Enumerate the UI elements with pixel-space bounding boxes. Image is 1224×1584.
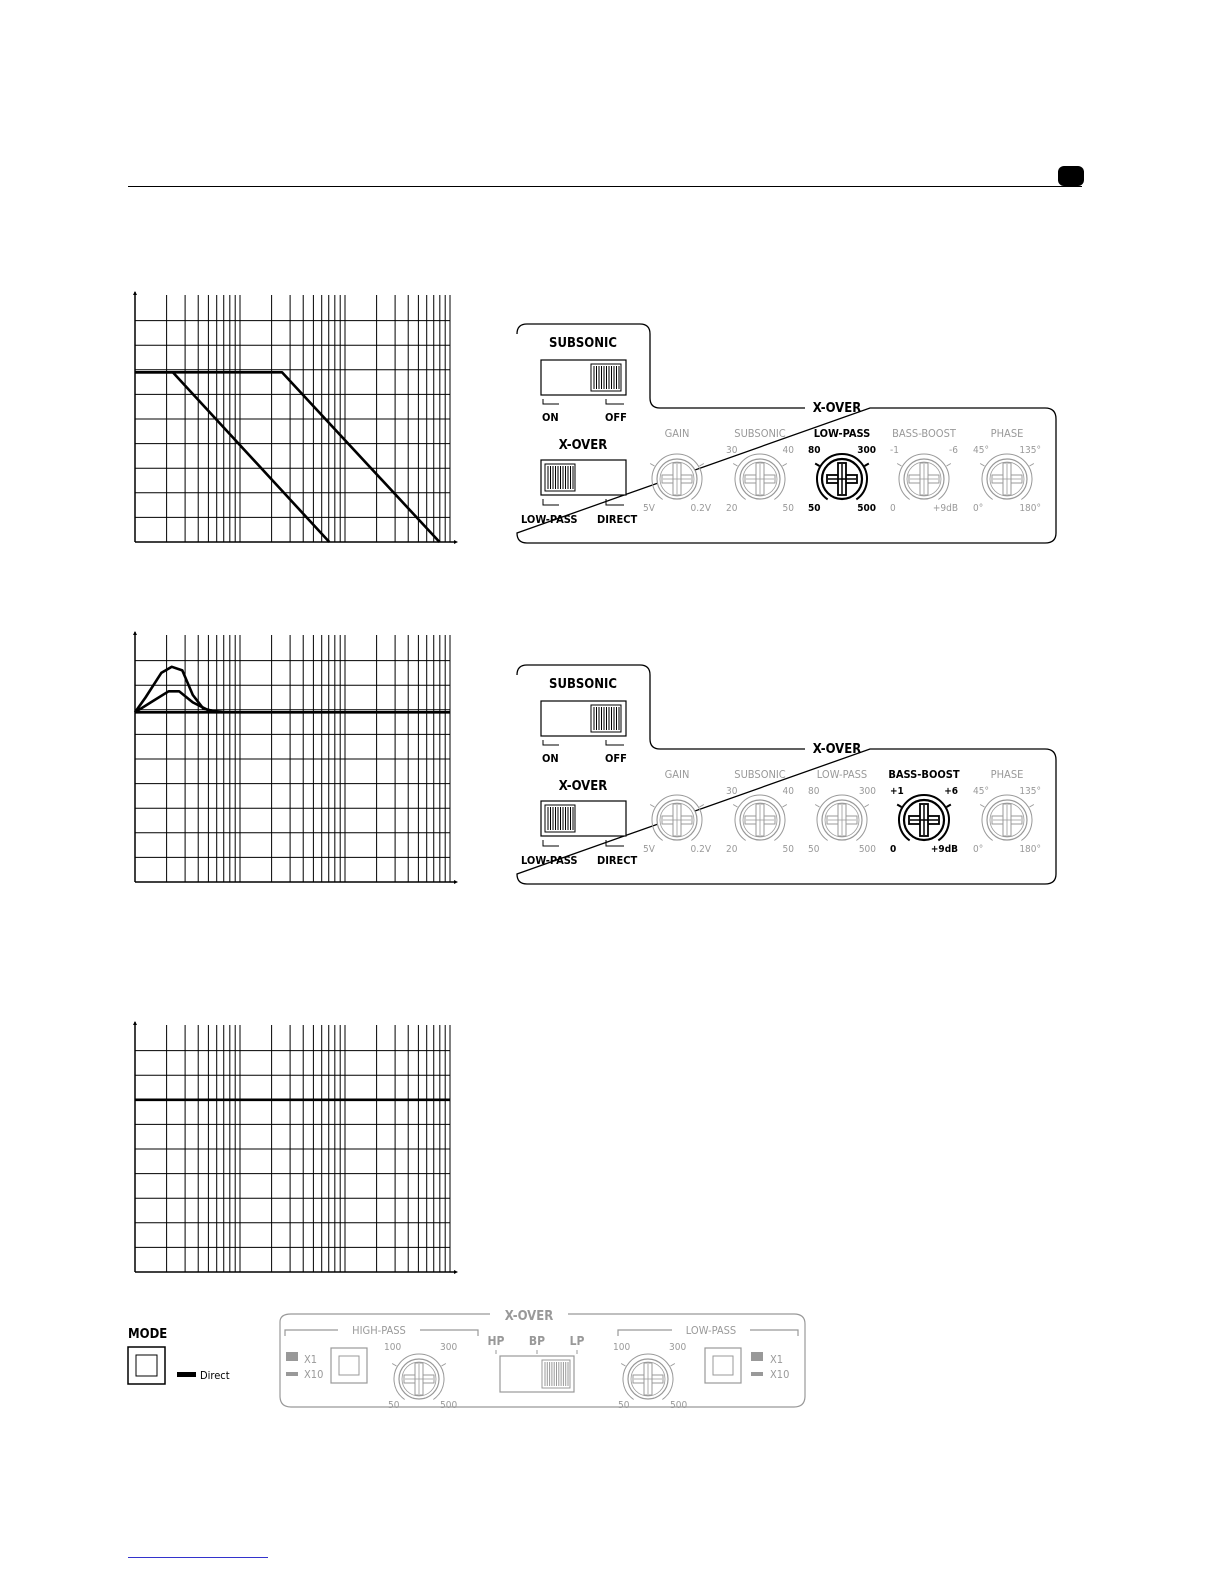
xover-switch-slider (545, 805, 575, 832)
xover-mode-switch[interactable] (541, 801, 626, 836)
subsonic-knob-tr: 40 (782, 445, 794, 456)
direct-label: Direct (200, 1369, 230, 1382)
xover-switch-title: X-OVER (558, 438, 608, 453)
phase-knob-tl: 45° (973, 786, 989, 797)
subsonic-switch[interactable] (541, 360, 626, 395)
hp-x1-label: X1 (304, 1353, 318, 1366)
subsonic-knob-tl: 30 (726, 445, 738, 456)
switch-hp-label: HP (487, 1334, 505, 1348)
lp-knob-tl: 100 (613, 1342, 631, 1353)
subsonic-knob-label: SUBSONIC (734, 427, 786, 440)
subsonic-knob-bl: 20 (726, 844, 738, 855)
low-pass-knob-tl: 80 (808, 786, 820, 797)
phase-knob-bl: 0° (973, 844, 984, 855)
phase-knob-br: 180° (1019, 844, 1041, 855)
low-pass-knob-label: LOW-PASS (816, 768, 868, 781)
xover-direct-label: DIRECT (597, 854, 638, 867)
phase-knob-label: PHASE (990, 768, 1024, 781)
xover-group-title: X-OVER (812, 742, 862, 757)
gain-knob-bl: 5V (643, 503, 655, 514)
subsonic-switch-slider (591, 364, 621, 391)
control-panel-1 (515, 320, 1060, 548)
gain-knob-br: 0.2V (690, 503, 711, 514)
phase-knob-tl: 45° (973, 445, 989, 456)
header-rule (128, 186, 1082, 187)
phase-knob[interactable] (980, 795, 1034, 840)
xover-switch-slider (545, 464, 575, 491)
low-pass-knob-tr: 300 (857, 445, 876, 456)
subsonic-knob-br: 50 (782, 844, 794, 855)
hp-knob-tl: 100 (384, 1342, 402, 1353)
y-axis-arrow-icon (133, 631, 137, 635)
x-axis-arrow-icon (454, 1270, 458, 1274)
subsonic-knob[interactable] (733, 454, 787, 499)
lp-range-button[interactable] (705, 1348, 741, 1383)
subsonic-off-label: OFF (605, 411, 627, 424)
highpass-knob[interactable] (392, 1354, 446, 1399)
response-chart-1 (120, 290, 465, 550)
subsonic-knob-tr: 40 (782, 786, 794, 797)
highpass-title: HIGH-PASS (352, 1324, 406, 1337)
lp-x10-label: X10 (770, 1368, 790, 1381)
low-pass-knob-label: LOW-PASS (813, 427, 871, 440)
subsonic-knob[interactable] (733, 795, 787, 840)
response-chart-2 (120, 630, 465, 890)
hp-x1-indicator-icon (286, 1352, 298, 1361)
lp-x10-indicator-icon (751, 1372, 763, 1376)
y-axis-arrow-icon (133, 291, 137, 295)
phase-knob[interactable] (980, 454, 1034, 499)
series-line-low-pass-1 (135, 372, 329, 542)
x-axis-arrow-icon (454, 540, 458, 544)
mode-label: MODE (128, 1327, 168, 1342)
subsonic-switch-slider (591, 705, 621, 732)
subsonic-knob-label: SUBSONIC (734, 768, 786, 781)
hp-range-button[interactable] (331, 1348, 367, 1383)
lowpass-title: LOW-PASS (685, 1324, 737, 1337)
hp-knob-tr: 300 (440, 1342, 458, 1353)
hp-x10-indicator-icon (286, 1372, 298, 1376)
phase-knob-tr: 135° (1019, 786, 1041, 797)
gain-knob[interactable] (650, 795, 704, 840)
page-tab-marker (1058, 166, 1084, 186)
xover-mode-switch[interactable] (541, 460, 626, 495)
mode-xover-title: X-OVER (504, 1309, 554, 1324)
footer-link-rule (128, 1557, 268, 1558)
bass-boost-knob-bl: 0 (890, 503, 896, 514)
lp-x1-label: X1 (770, 1353, 784, 1366)
x-axis-arrow-icon (454, 880, 458, 884)
bass-boost-knob-bl: 0 (890, 844, 897, 855)
bass-boost-knob[interactable] (897, 795, 951, 840)
lowpass-knob[interactable] (621, 1354, 675, 1399)
xover-lowpass-label: LOW-PASS (521, 854, 578, 867)
hp-x10-label: X10 (304, 1368, 324, 1381)
xover-lowpass-label: LOW-PASS (521, 513, 578, 526)
subsonic-title: SUBSONIC (549, 677, 617, 692)
subsonic-knob-tl: 30 (726, 786, 738, 797)
bass-boost-knob-br: +9dB (930, 844, 958, 855)
low-pass-knob-bl: 50 (808, 503, 821, 514)
low-pass-knob-tr: 300 (858, 786, 876, 797)
bass-boost-knob-br: +9dB (932, 503, 958, 514)
low-pass-knob[interactable] (815, 454, 869, 499)
switch-bp-label: BP (528, 1334, 546, 1348)
subsonic-on-label: ON (542, 752, 559, 765)
bass-boost-knob-tr: +6 (944, 786, 958, 797)
phase-knob-br: 180° (1019, 503, 1041, 514)
bass-boost-knob-tl: -1 (890, 445, 899, 456)
gain-knob-label: GAIN (664, 427, 690, 440)
switch-lp-label: LP (569, 1334, 585, 1348)
low-pass-knob-tl: 80 (808, 445, 821, 456)
gain-knob-bl: 5V (643, 844, 655, 855)
lp-x1-indicator-icon (751, 1352, 763, 1361)
gain-knob-br: 0.2V (690, 844, 711, 855)
bass-boost-knob[interactable] (897, 454, 951, 499)
y-axis-arrow-icon (133, 1021, 137, 1025)
bass-boost-knob-label: BASS-BOOST (888, 768, 960, 781)
subsonic-off-label: OFF (605, 752, 627, 765)
low-pass-knob-br: 500 (858, 844, 876, 855)
response-chart-3 (120, 1020, 465, 1280)
bass-boost-knob-tr: -6 (949, 445, 958, 456)
hp-knob-bl: 50 (388, 1400, 400, 1411)
direct-indicator-icon (177, 1372, 196, 1377)
bass-boost-knob-label: BASS-BOOST (892, 427, 956, 440)
mode-button[interactable] (128, 1347, 165, 1384)
phase-knob-label: PHASE (990, 427, 1024, 440)
hp-knob-br: 500 (440, 1400, 458, 1411)
low-pass-knob[interactable] (815, 795, 869, 840)
phase-knob-bl: 0° (973, 503, 984, 514)
low-pass-knob-bl: 50 (808, 844, 820, 855)
low-pass-knob-br: 500 (857, 503, 876, 514)
control-panel-2 (515, 661, 1060, 889)
series-line-low-pass-2 (135, 372, 440, 542)
subsonic-title: SUBSONIC (549, 336, 617, 351)
gain-knob[interactable] (650, 454, 704, 499)
mode-panel (120, 1300, 820, 1415)
xover-group-title: X-OVER (812, 401, 862, 416)
subsonic-on-label: ON (542, 411, 559, 424)
subsonic-knob-bl: 20 (726, 503, 738, 514)
lp-knob-tr: 300 (669, 1342, 687, 1353)
subsonic-knob-br: 50 (782, 503, 794, 514)
chart-grid (135, 1025, 450, 1272)
gain-knob-label: GAIN (664, 768, 690, 781)
xover-direct-label: DIRECT (597, 513, 638, 526)
lp-knob-br: 500 (670, 1400, 688, 1411)
bass-boost-knob-tl: +1 (890, 786, 904, 797)
phase-knob-tr: 135° (1019, 445, 1041, 456)
subsonic-switch[interactable] (541, 701, 626, 736)
lp-knob-bl: 50 (618, 1400, 630, 1411)
chart-grid (135, 295, 450, 542)
xover-switch-title: X-OVER (558, 779, 608, 794)
